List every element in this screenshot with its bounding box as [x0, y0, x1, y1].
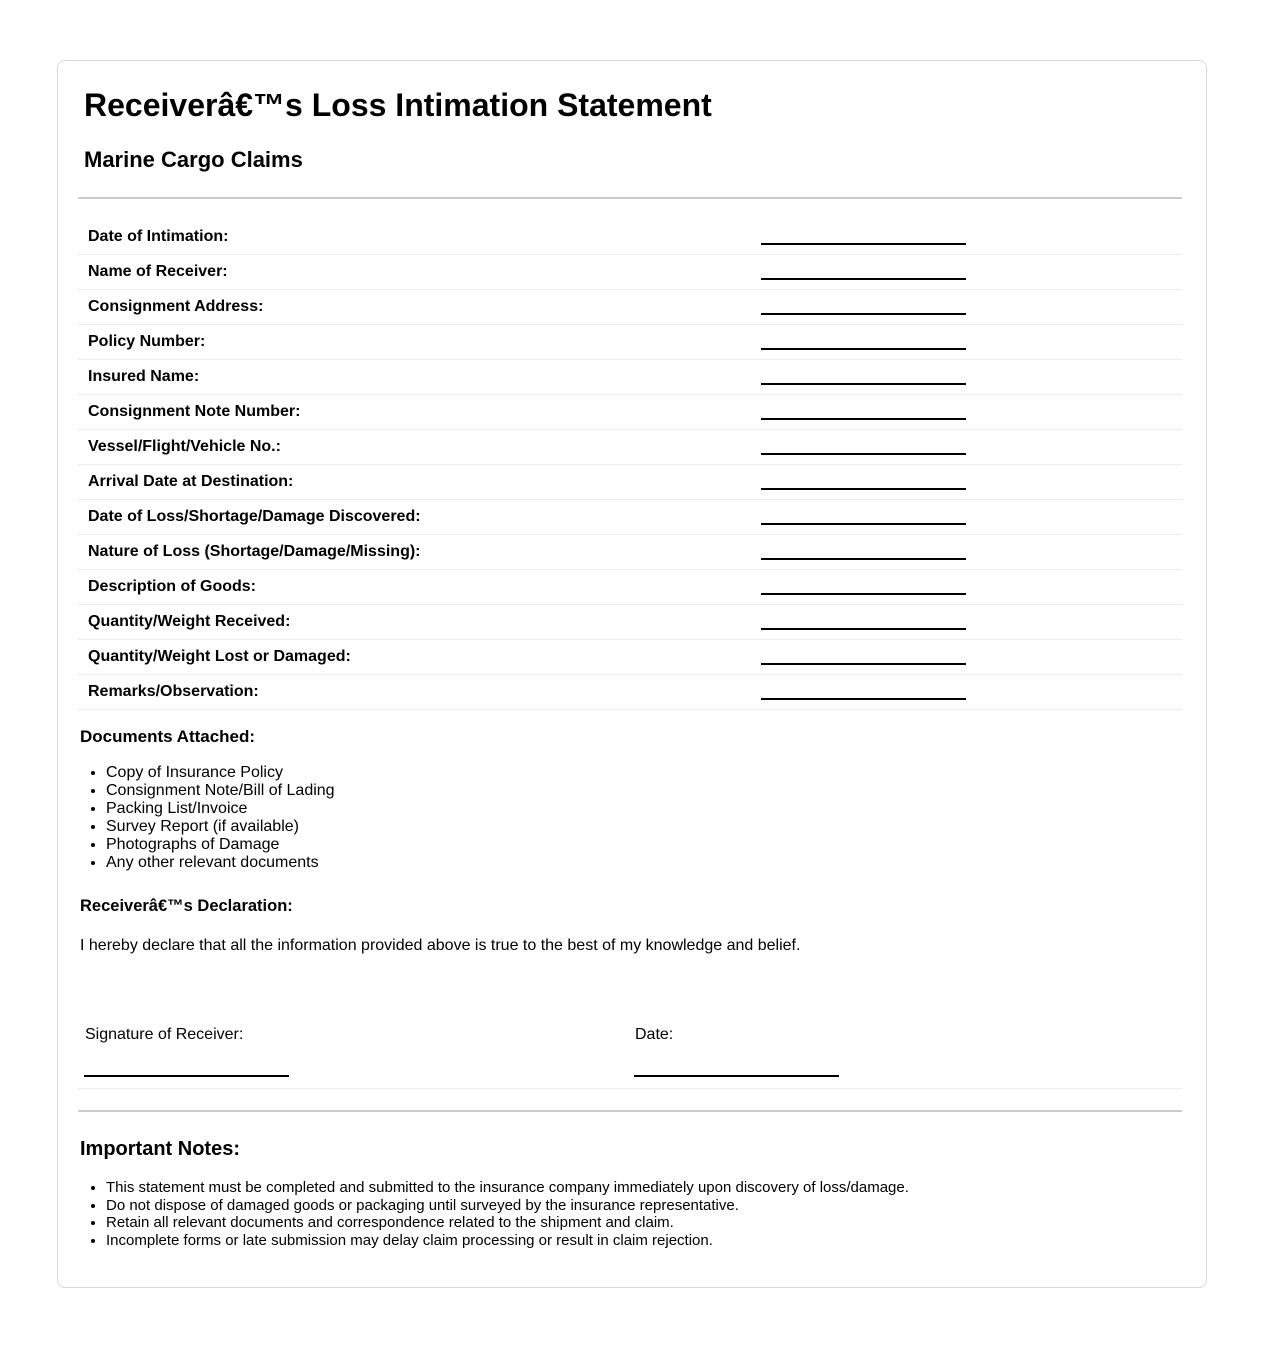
form-row: [78, 395, 1182, 430]
declaration-text: I hereby declare that all the information provided above is true to the best of my knowledge and belief.: [80, 937, 801, 954]
field-label: Name of Receiver:: [88, 263, 228, 280]
document-item: • Survey Report (if available): [106, 818, 1182, 836]
important-notes-heading: Important Notes:: [80, 1138, 240, 1160]
field-blank-line: [761, 313, 966, 315]
field-label: Date of Loss/Shortage/Damage Discovered:: [88, 508, 421, 525]
field-label: Consignment Note Number:: [88, 403, 301, 420]
form-fields-table: [78, 220, 1182, 710]
form-row: [78, 325, 1182, 360]
form-row: [78, 360, 1182, 395]
field-blank-line: [761, 278, 966, 280]
note-item: • Incomplete forms or late submission may delay claim processing or result in claim rejection.: [106, 1232, 1182, 1250]
field-label: Consignment Address:: [88, 298, 264, 315]
page-title: Receiverâ€™s Loss Intimation Statement: [84, 87, 712, 123]
declaration-heading: Receiverâ€™s Declaration:: [80, 897, 293, 915]
form-row: [78, 570, 1182, 605]
form-row: [78, 430, 1182, 465]
form-row: [78, 220, 1182, 255]
note-item: • This statement must be completed and submitted to the insurance company immediately upon discovery of loss/damage.: [106, 1179, 1182, 1197]
field-blank-line: [761, 593, 966, 595]
field-blank-line: [761, 698, 966, 700]
signature-section: [78, 1026, 1182, 1089]
form-row: [78, 255, 1182, 290]
page-subtitle: Marine Cargo Claims: [84, 147, 303, 172]
document-card: [57, 60, 1207, 1288]
field-label: Nature of Loss (Shortage/Damage/Missing):: [88, 543, 421, 560]
form-row: [78, 535, 1182, 570]
header-divider: [78, 197, 1182, 199]
field-blank-line: [761, 558, 966, 560]
field-label: Remarks/Observation:: [88, 683, 259, 700]
field-blank-line: [761, 453, 966, 455]
form-row: [78, 500, 1182, 535]
field-blank-line: [761, 628, 966, 630]
document-item: • Copy of Insurance Policy: [106, 764, 1182, 782]
field-label: Policy Number:: [88, 333, 206, 350]
note-item: • Retain all relevant documents and correspondence related to the shipment and claim.: [106, 1214, 1182, 1232]
signature-blank-line: [84, 1075, 289, 1077]
note-item: • Do not dispose of damaged goods or packaging until surveyed by the insurance representative.: [106, 1197, 1182, 1215]
document-item: • Packing List/Invoice: [106, 800, 1182, 818]
form-row: [78, 605, 1182, 640]
field-label: Quantity/Weight Lost or Damaged:: [88, 648, 351, 665]
field-label: Date of Intimation:: [88, 228, 229, 245]
field-blank-line: [761, 663, 966, 665]
field-blank-line: [761, 383, 966, 385]
field-label: Vessel/Flight/Vehicle No.:: [88, 438, 281, 455]
form-row: [78, 640, 1182, 675]
date-label: Date:: [635, 1026, 674, 1043]
form-row: [78, 675, 1182, 710]
field-blank-line: [761, 418, 966, 420]
field-label: Quantity/Weight Received:: [88, 613, 291, 630]
document-item: • Photographs of Damage: [106, 836, 1182, 854]
field-label: Description of Goods:: [88, 578, 256, 595]
documents-attached-heading: Documents Attached:: [80, 727, 256, 746]
date-blank-line: [634, 1075, 839, 1077]
form-row: [78, 290, 1182, 325]
field-blank-line: [761, 523, 966, 525]
field-label: Insured Name:: [88, 368, 200, 385]
notes-divider: [78, 1110, 1182, 1112]
field-blank-line: [761, 243, 966, 245]
signature-label: Signature of Receiver:: [85, 1026, 244, 1043]
document-item: • Any other relevant documents: [106, 854, 1182, 872]
document-item: • Consignment Note/Bill of Lading: [106, 782, 1182, 800]
documents-attached-list: [78, 764, 1182, 872]
field-blank-line: [761, 488, 966, 490]
field-blank-line: [761, 348, 966, 350]
important-notes-list: [78, 1179, 1182, 1249]
field-label: Arrival Date at Destination:: [88, 473, 294, 490]
form-row: [78, 465, 1182, 500]
